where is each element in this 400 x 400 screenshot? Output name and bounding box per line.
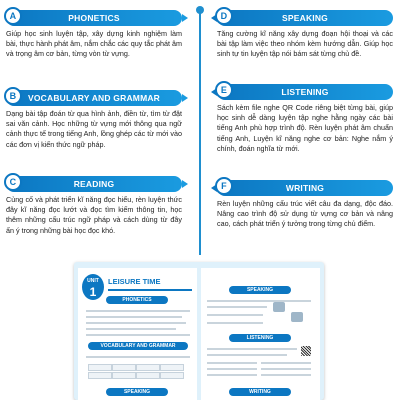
mini-section-header bbox=[106, 388, 168, 396]
text-line bbox=[207, 306, 267, 308]
section-letter: D bbox=[215, 7, 233, 25]
arrow-icon bbox=[211, 88, 217, 96]
section-title: PHONETICS bbox=[68, 13, 120, 23]
illustration-image bbox=[291, 312, 303, 322]
arrow-icon bbox=[211, 184, 217, 192]
section-writing bbox=[217, 180, 393, 230]
section-text: Giúp học sinh luyện tập, xây dựng kinh nghiệm làm bài, thực hành phát âm, nắm chắc các quy tắc phát âm và trọng âm cơ bản, từng vòn từ vựng. bbox=[6, 29, 182, 59]
section-header bbox=[217, 10, 393, 26]
mini-section-title: WRITING bbox=[249, 389, 271, 395]
arrow-icon bbox=[182, 94, 188, 102]
text-line bbox=[207, 374, 257, 376]
arrow-icon bbox=[211, 14, 217, 22]
section-header bbox=[217, 84, 393, 100]
section-letter: E bbox=[215, 81, 233, 99]
mini-section-header bbox=[229, 388, 291, 396]
mini-section-header bbox=[229, 286, 291, 294]
unit-number: 1 bbox=[89, 285, 97, 299]
section-letter: F bbox=[215, 177, 233, 195]
arrow-icon bbox=[182, 14, 188, 22]
unit-badge bbox=[82, 274, 104, 300]
section-title: WRITING bbox=[285, 183, 325, 193]
text-line bbox=[207, 354, 287, 356]
table-cell bbox=[136, 364, 160, 371]
section-reading bbox=[6, 176, 182, 236]
mini-section-header bbox=[88, 342, 188, 350]
table-cell bbox=[112, 364, 136, 371]
text-line bbox=[86, 328, 176, 330]
section-text: Củng cố và phát triển kĩ năng đọc hiểu, rèn luyện thức đây kĩ năng đọc lướt và đọc tìm kiếm thông tin, học thêm những cấu trúc ngữ pháp và cách dùng từ đây ấn ý trong những bài học đọc khó. bbox=[6, 195, 182, 235]
text-line bbox=[261, 362, 311, 364]
section-letter: A bbox=[4, 7, 22, 25]
section-title: VOCABULARY AND GRAMMAR bbox=[27, 93, 161, 103]
section-letter: C bbox=[4, 173, 22, 191]
section-title: SPEAKING bbox=[282, 13, 328, 23]
section-text: Tăng cường kĩ năng xây dựng đoạn hội thoại và các bài tập làm việc theo nhóm kèm hướng dẫn. Giúp học sinh tự tin luyện tập nói bám sát từng chủ đề. bbox=[217, 29, 393, 59]
illustration-image bbox=[273, 302, 285, 312]
table-cell bbox=[160, 372, 184, 379]
section-header bbox=[6, 10, 182, 26]
text-line bbox=[86, 316, 182, 318]
text-line bbox=[86, 334, 190, 336]
table-cell bbox=[88, 372, 112, 379]
section-text: Dạng bài tập đoán từ qua hình ảnh, điền từ, tìm từ đặt sai văn cảnh. Học những từ vựng mới thông qua ngữ cảnh thực tế trong tiếng Anh, lồng ghép các từ mới vào các đơn vị kiến thức ngữ pháp. bbox=[6, 109, 182, 149]
section-phonetics bbox=[6, 10, 182, 60]
section-header bbox=[6, 176, 182, 192]
table-cell bbox=[136, 372, 160, 379]
section-vocabulary-grammar bbox=[6, 90, 182, 150]
section-speaking bbox=[217, 10, 393, 60]
mini-section-header bbox=[229, 334, 291, 342]
text-line bbox=[86, 356, 190, 358]
text-line bbox=[207, 368, 257, 370]
timeline-dot bbox=[196, 6, 204, 14]
mini-section-title: VOCABULARY AND GRAMMAR bbox=[100, 343, 176, 349]
section-header bbox=[6, 90, 182, 106]
book-page-right bbox=[201, 268, 320, 400]
qr-code-icon bbox=[301, 346, 311, 356]
mini-section-header bbox=[106, 296, 168, 304]
section-title: LISTENING bbox=[281, 87, 329, 97]
unit-label: UNIT bbox=[87, 278, 99, 284]
text-line bbox=[207, 348, 297, 350]
section-text: Rèn luyện những cấu trúc viết câu đa dạng, độc đáo. Nâng cao trình độ sử dụng từ vựng cơ bản và nâng cao, cách phát triển ý tưởng trong từng chủ điểm. bbox=[217, 199, 393, 229]
text-line bbox=[86, 322, 186, 324]
text-line bbox=[207, 300, 311, 302]
timeline-line bbox=[199, 10, 201, 255]
table-cell bbox=[88, 364, 112, 371]
section-title: READING bbox=[73, 179, 115, 189]
section-listening bbox=[217, 84, 393, 154]
text-line bbox=[261, 368, 311, 370]
text-line bbox=[261, 374, 311, 376]
mini-section-title: PHONETICS bbox=[122, 297, 152, 303]
mini-section-title: SPEAKING bbox=[246, 287, 274, 293]
book-page-left bbox=[78, 268, 197, 400]
table-cell bbox=[160, 364, 184, 371]
arrow-icon bbox=[182, 180, 188, 188]
section-header bbox=[217, 180, 393, 196]
section-letter: B bbox=[4, 87, 22, 105]
book-preview bbox=[74, 262, 324, 400]
text-line bbox=[207, 322, 263, 324]
unit-title: LEISURE TIME bbox=[108, 277, 192, 291]
text-line bbox=[207, 362, 257, 364]
section-text: Sách kèm file nghe QR Code riêng biệt từng bài, giúp học sinh dễ dàng luyện tập nghe hằng ngày các bài tiếng Anh phù hợp trình độ. Rèn luyện phát âm chuẩn tiếng Anh, Luyện kĩ năng nghe cơ bản: Nghe nắm ý chính, đoán nghĩa từ mới. bbox=[217, 103, 393, 153]
mini-section-title: LISTENING bbox=[246, 335, 274, 341]
mini-section-title: SPEAKING bbox=[123, 389, 151, 395]
table-cell bbox=[112, 372, 136, 379]
text-line bbox=[86, 310, 190, 312]
text-line bbox=[207, 314, 263, 316]
